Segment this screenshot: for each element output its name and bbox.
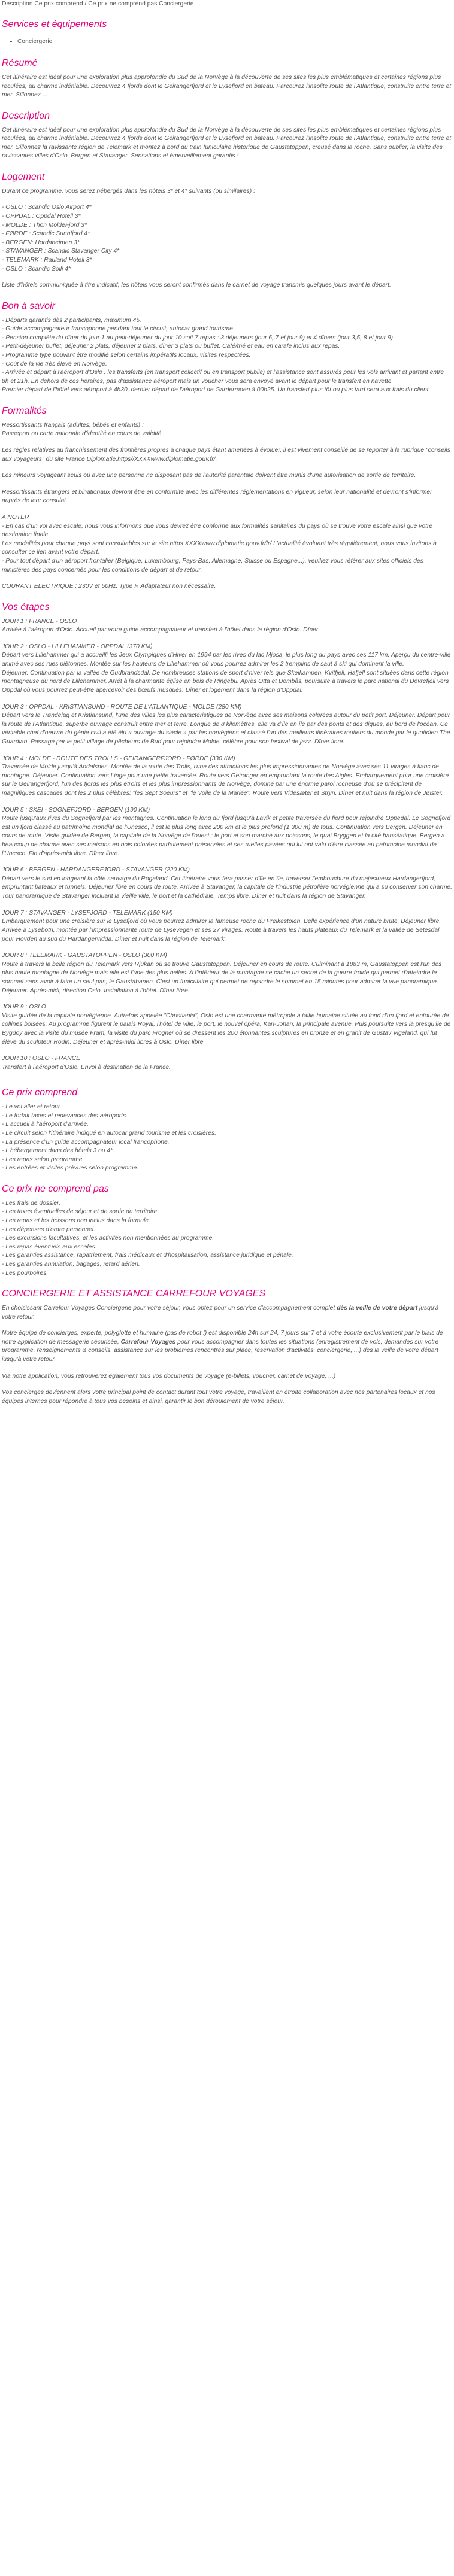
day-text: Embarquement pour une croisière sur le Lysefjord où vous pourrez admirer la fameuse roche du Preikestolen. Belle expérience d'un nature brute. Déjeuner libre. Arrivée à Lysebotn, montée par l'impressionnante route de Lysevegen et ses 27 virages. Route à travers les hauts plateaux du Telemark et la vallée de Setesdal pour Hovden au sud du Hardangervidda. Dîner et nuit dans la région de Telemark. [2,918,441,943]
bon-savoir-item: - Coût de la vie très élevé en Norvège. [2,360,107,367]
note-title: A NOTER [2,514,29,521]
included-item: - L'accueil à l'aéroport d'arrivée. [2,1121,89,1128]
bon-savoir-item: - Guide accompagnateur francophone pendant tout le circuit, autocar grand tourisme. [2,326,235,333]
day-text: Transfert à l'aéroport d'Oslo. Envol à destination de la France. [2,1064,171,1071]
conciergerie-team-text: Notre équipe de concierges, experte, polyglotte et humaine (pas de robot !) est disponible 24h sur 24, 7 jours sur 7 et à votre écoute exclusivement par le biais de notre application de messagerie sécurisée, [2,1330,443,1345]
included-item: - Les entrées et visites prévues selon programme. [2,1165,139,1172]
included-item: - Le vol aller et retour. [2,1104,62,1111]
bon-savoir-item: - Pension complète du dîner du jour 1 au petit-déjeuner du jour 10 soit 7 repas : 3 déjeuners (jour 6, 7 et jour 9) et 4 dîners (jour 3,5, 8 et jour 9). [2,334,395,341]
resume-title: Résumé [2,58,38,69]
services-item: • Conciergerie [17,38,452,47]
note-item: - Pour tout départ d'un aéroport frontalier (Belgique, Luxembourg, Pays-Bas, Allemagne, Suisse ou Espagne...), veuillez vous référer aux sites officiels des ministères des pays concernés pour les conditions de départ et de retour. [2,558,423,573]
day-block [2,806,452,859]
description-text: Cet itinéraire est idéal pour une exploration plus approfondie du Sud de la Norvège à la découverte de ses sites les plus emblématiques et certaines régions plus reculées, au charme indéniable. Découvrez 4 fjords dont le Geirangerfjord et le Lysefjord en bateau. Parcourez l'insolite route de l'Atlantique, construite entre terre et mer. Sillonnez la ravissante région de Telemark et montez à bord du train funiculaire historique de Gaustatoppen, creusé dans la roche. Sans oublier, la visite des ravissantes villes d'Oslo, Bergen et Stavanger. Sensations et émerveillement garantis ! [2,126,452,160]
etapes-title: Vos étapes [2,602,50,612]
day-text: Traversée de Molde jusqu'à Andalsnes. Montée de la route des Trolls, l'une des attractions les plus impressionnantes de Norvège avec ses 11 virages à flanc de montagne. Déjeuner. Continuation vers Linge pour une petite traversée. Route vers Geiranger en empruntant la route des Aigles. Embarquement pour une croisière sur le Geirangerfjord, l'un des fjords les plus étroits et les plus impressionnants de Norvège, dominé par une énorme paroi rocheuse d'où se précipitent de magnifiques cascades dont les 2 plus célèbres: "les Sept Soeurs" et "le Voile de la Mariée". Route vers Videsæter et Stryn. Dîner et nuit dans la région de Jølster. [2,764,449,797]
prix-non-comprend-list [2,1199,452,1278]
prix-comprend-title: Ce prix comprend [2,1087,78,1098]
day-heading: JOUR 2 : OSLO - LILLEHAMMER - OPPDAL (370 KM) [2,643,153,650]
conciergerie-intro-end: jusqu'à votre retour. [2,1304,439,1320]
bon-savoir-list [2,317,452,395]
day-block [2,909,452,944]
day-block [2,618,452,635]
formalites-line: Ressortissants français (adultes, bébés et enfants) : [2,421,144,429]
formalites-minors: Les mineurs voyageant seuls ou avec une personne ne disposant pas de l'autorité parentale doivent être munis d'une autorisation de sortie de territoire. [2,472,416,479]
prix-comprend-list [2,1103,452,1173]
day-block [2,755,452,798]
day-block [2,703,452,747]
bon-savoir-item: Premier départ de l'hôtel vers aéroport à 4h30, dernier départ de l'aéroport de Gardermoen à 00h25. Un transfert plus tôt ou plus tard sera aux frais du client. [2,387,431,394]
formalites-rules: Les règles relatives au franchissement des frontières propres à chaque pays étant amenées à évoluer, il est vivement conseillé de se reporter à la rubrique "conseils aux voyageurs" du site France Diplomatie,https//XXXXwww.diplomatie.gouv.fr/. [2,446,450,463]
day-text: Départ vers le sud en longeant la côte sauvage du Rogaland. Cet itinéraire vous fera passer d'île en île, traverser l'embouchure du majestueux Hardangerfjord, empruntant bateaux et tunnels. Déjeuner libre en cours de route. Arrivée à Stavanger, la capitale de l'industrie pétrolière norvégienne qui a su conserver son charme. Tour panoramique de Stavanger incluant la vieille ville, le port et la cathédrale. Temps libre. Dîner et nuit dans la région de Stavanger. [2,875,452,900]
day-block [2,1055,452,1072]
hotel-item: - TELEMARK : Rauland Hotell 3* [2,257,92,264]
bon-savoir-item: - Arrivée et départ à l'aéroport d'Oslo : les transferts (en transport collectif ou en transport public) et l'assistance sont assurés pour les vols arrivant et partant entre 8h et 21h. En dehors de ces horaires, pas d'assistance aéroport mais un voucher vous sera envoyé avant le départ pour le transfert en navette. [2,369,444,385]
excluded-item: - Les dépenses d'ordre personnel. [2,1226,95,1233]
logement-intro: Durant ce programme, vous serez hébergés dans les hôtels 3* et 4* suivants (ou similaires) : [2,187,255,195]
included-item: - La présence d'un guide accompagnateur local francophone. [2,1138,170,1146]
included-item: - L'hébergement dans des hôtels 3 ou 4*. [2,1147,115,1155]
excluded-item: - Les pourboires. [2,1269,49,1277]
day-text: Visite guidée de la capitale norvégienne. Autrefois appelée "Christiania", Oslo est une charmante métropole à taille humaine située au fond d'un fjord et entourée de collines boisées. Au programme figurent le palais Royal, l'hôtel de ville, le port, le nouvel opéra, Karl-Johan, la principale avenue. Puis poursuite vers la presqu'île de Bygdoy avec la visite du musée Fram, la visite du parc Frogner où se dressent les 200 étonnantes sculptures en bronze et en granit de Gustav Vigeland, qui fut élève du sculpteur Rodin. Déjeuner et après-midi libres à Oslo. Dîner libre. [2,1012,451,1046]
services-list [2,38,452,47]
day-heading: JOUR 1 : FRANCE - OSLO [2,618,77,625]
day-heading: JOUR 5 : SKEI - SOGNEFJORD - BERGEN (190 KM) [2,806,150,813]
day-heading: JOUR 3 : OPPDAL - KRISTIANSUND - ROUTE DE L'ATLANTIQUE - MOLDE (280 KM) [2,703,242,710]
etapes-list [2,618,452,1073]
conciergerie-brand: Carrefour Voyages [120,1338,176,1345]
hotel-item: - FØRDE : Scandic Sunnfjord 4* [2,230,90,238]
bon-savoir-item: - Petit-déjeuner buffet, déjeuner 2 plats, déjeuner 2 plats, dîner 3 plats ou buffet. Café/thé et eau en carafe inclus aux repas. [2,343,340,350]
formalites-foreigners: Ressortissants étrangers et binationaux devront être en conformité avec les différentes réglementations en vigueur, selon leur nationalité et devront s'informer auprès de leur consulat. [2,488,432,505]
excluded-item: - Les excursions facultatives, et les activités non mentionnées au programme. [2,1235,214,1242]
day-text: Départ vers Lillehammer qui a accueilli les Jeux Olympiques d'Hiver en 1994 par les rives du lac Mjosa, le plus long du pays avec ses 117 km. Aperçu du centre-ville animé avec ses rues piétonnes. Montée sur les hauteurs de Lillehammer où vous pourrez admirer les 2 tremplins de saut à ski qui dominent la ville. Déjeuner. Continuation par la vallée de Gudbrandsdal. De nombreuses stations de sport d'hiver tels que Skeikampen, Kvitfjell, Hafjell sont situées dans cette région montagneuse du nord de Lillehammer. Arrêt à la charmante église en bois de Ringebu. Après Otta et Dombås, poursuite à travers le parc national du Dovrefjell vers Oppdal où vous pourrez peut-être apercevoir des bœufs musqués. Dîner et logement dans la région d'Oppdal. [2,652,451,694]
tabs-line: Description Ce prix comprend / Ce prix ne comprend pas Conciergerie [2,1,194,7]
conciergerie-contact: Vos concierges deviennent alors votre principal point de contact durant tout votre voyage, travaillent en étroite collaboration avec nos partenaires locaux et nos équipes internes pour répondre à tous vos besoins et ainsi, garantir le bon déroulement de votre séjour. [2,1389,435,1405]
formalites-line: Passeport ou carte nationale d'identité en cours de validité. [2,430,164,438]
included-item: - Le circuit selon l'itinéraire indiqué en autocar grand tourisme et les croisières. [2,1129,216,1137]
day-text: Arrivée à l'aéroport d'Oslo. Accueil par votre guide accompagnateur et transfert à l'hôtel dans la région d'Oslo. Dîner. [2,627,320,634]
included-item: - Le forfait taxes et redevances des aéroports. [2,1112,128,1119]
hotel-item: - STAVANGER : Scandic Stavanger City 4* [2,248,120,255]
excluded-item: - Les repas éventuels aux escales. [2,1243,97,1250]
conciergerie-title: CONCIERGERIE ET ASSISTANCE CARREFOUR VOYAGES [2,1289,266,1299]
day-text: Départ vers le Trøndelag et Kristiansund, l'une des villes les plus caractéristiques de Norvège avec ses maisons colorées autour du petit port. Déjeuner. Départ pour la route de l'Atlantique, superbe ouvrage construit entre mer et terre. Longue de 8 kilomètres, elle va d'île en île par des ponts et des digues, au bord de l'océan. Ce véritable chef d'oeuvre du génie civil a été élu « ouvrage du siècle » par les norvégiens et classé l'un des meilleurs itinéraires routiers du monde par le quotidien The Guardian. Passage par le petit village de pêcheurs de Bud pour rejoindre Molde, célèbre pour son festival de jazz. Dîner libre. [2,712,450,745]
formalites-id [2,421,452,439]
excluded-item: - Les garanties annulation, bagages, retard aérien. [2,1261,140,1268]
day-heading: JOUR 10 : OSLO - FRANCE [2,1055,81,1062]
conciergerie-team [2,1329,452,1364]
day-block [2,952,452,995]
day-text: Route jusqu'aux rives du Sognefjord par les montagnes. Continuation le long du fjord jusqu'à Lavik et petite traversée du fjord pour rejoindre Oppedal. Le Sognefjord est un fjord classé au patrimoine mondial de l'Unesco, il est le plus long avec 200 km et le plus profond (1 300 m) de tous. Continuation vers Bergen. Déjeuner en cours de route. Visite guidée de Bergen, la capitale de la Norvège de l'ouest : le port et son marché aux poissons, le quai Bryggen et la cité hanséatique. Bergen a beaucoup de charme avec ses maisons en bois colorées parfaitement préservées et ses ruelles pavées qui lui ont valu d'être classée au patrimoine mondial de l'Unesco. Fin d'après-midi libre. Dîner libre. [2,815,451,857]
excluded-item: - Les frais de dossier. [2,1199,61,1207]
courant-electrique: COURANT ELECTRIQUE : 230V et 50Hz. Type F. Adaptateur non nécessaire. [2,583,216,590]
excluded-item: - Les taxes éventuelles de séjour et de sortie du territoire. [2,1208,159,1216]
conciergerie-intro-bold: dès la veille de votre départ [337,1304,418,1311]
conciergerie-intro-text: En choisissant Carrefour Voyages Conciergerie pour votre séjour, vous optez pour un service d'accompagnement complet [2,1304,337,1311]
hotel-item: - BERGEN: Hordaheimen 3* [2,239,80,246]
hotel-item: - OPPDAL : Oppdal Hotell 3* [2,212,81,220]
hotel-item: - MOLDE : Thon MoldeFjord 3* [2,221,87,229]
description-title: Description [2,110,50,121]
excluded-item: - Les repas et les boissons non inclus dans la formule. [2,1217,150,1224]
day-heading: JOUR 6 : BERGEN - HARDANGERFJORD - STAVANGER (220 KM) [2,867,190,874]
note-item: Les modalités pour chaque pays sont consultables sur le site https:XXXXwww.diplomatie.gouv.fr/fr/ L'actualité évoluant très régulièrement, nous vous invitons à consulter ce lien avant votre départ. [2,540,437,556]
bon-savoir-item: - Départs garantis dès 2 participants, maximum 45. [2,317,141,324]
day-heading: JOUR 4 : MOLDE - ROUTE DES TROLLS - GEIRANGERFJORD - FØRDE (330 KM) [2,755,235,762]
day-block [2,643,452,695]
conciergerie-intro [2,1304,452,1322]
bon-savoir-title: Bon à savoir [2,300,55,311]
excluded-item: - Les garanties assistance, rapatriement, frais médicaux et d'hospitalisation, assistance juridique et pénale. [2,1252,293,1259]
formalites-note [2,514,452,575]
services-title: Services et équipements [2,19,107,29]
hotel-item: - OSLO : Scandic Solli 4* [2,265,71,272]
logement-title: Logement [2,172,45,183]
hotel-item: - OSLO : Scandic Oslo Airport 4* [2,204,92,211]
day-heading: JOUR 8 : TELEMARK - GAUSTATOPPEN - OSLO (300 KM) [2,952,167,959]
hotel-list [2,203,452,274]
prix-non-comprend-title: Ce prix ne comprend pas [2,1184,109,1195]
formalites-title: Formalités [2,406,47,417]
conciergerie-team-end: pour vous accompagner dans toutes les situations (enregistrement de vols, demandes sur votre programme, renseignements & conseils, assistance sur les problèmes rencontrés sur place, réservation d'activités, conciergerie, ...) dès la veille de votre départ jusqu'à votre retour. [2,1338,439,1363]
conciergerie-app: Via notre application, vous retrouverez également tous vos documents de voyage (e-billets, voucher, carnet de voyage, ...) [2,1372,336,1380]
resume-text: Cet itinéraire est idéal pour une exploration plus approfondie du Sud de la Norvège à la découverte de ses sites les plus emblématiques et certaines régions plus reculées, au charme indéniable. Découvrez 4 fjords dont le Geirangerfjord et le Lysefjord en bateau. Parcourez l'insolite route de l'Atlantique, construite entre terre et mer. Sillonnez ... [2,74,452,99]
day-heading: JOUR 7 : STAVANGER - LYSEFJORD - TELEMARK (150 KM) [2,909,173,916]
note-item: - En cas d'un vol avec escale, nous vous informons que vous devrez être conforme aux formalités sanitaires du pays où se trouve votre escale ainsi que votre destination finale. [2,523,433,539]
bon-savoir-item: - Programme type pouvant être modifié selon certains impératifs locaux, visites respectées. [2,352,251,359]
day-heading: JOUR 9 : OSLO [2,1004,46,1011]
day-block [2,866,452,901]
day-block [2,1003,452,1047]
included-item: - Les repas selon programme. [2,1156,84,1163]
day-text: Route à travers la belle région du Telemark vers Rjukan où se trouve Gaustatoppen. Déjeuner en cours de route. Culminant à 1883 m, Gaustatoppen est l'un des plus haute montagne de Norvège mais elle est l'une des plus belles. A l'intérieur de la montagne se cache un secret de la guerre froide qui permet d'atteindre le sommet sans avoir à faire un seul pas, le Gaustabanen. C'est un funiculaire qui permet de rejoindre le sommet en 15 minutes pour admirer la vue panoramique. Déjeuner. Après-midi, direction Oslo. Installation à l'hôtel. Dîner libre. [2,961,442,994]
logement-note: Liste d'hôtels communiquée à titre indicatif, les hôtels vous seront confirmés dans le carnet de voyage transmis quelques jours avant le départ. [2,282,391,289]
